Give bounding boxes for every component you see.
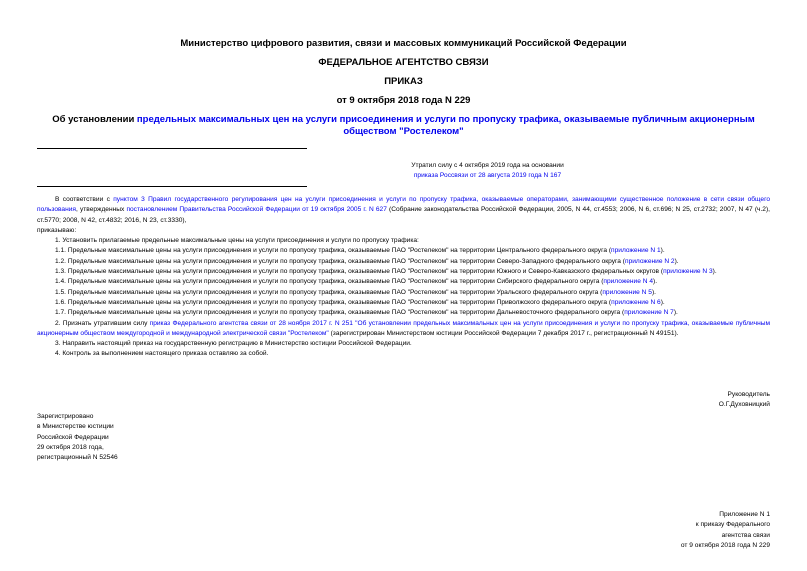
signature-block [719,390,770,411]
lost-force-link[interactable]: приказа Россвязи от 28 августа 2019 года N 167 [413,172,562,179]
appendix-7-link[interactable]: приложение N 7 [624,309,674,317]
item-2-text: 2. Признать утратившим силу [55,319,150,327]
subitem-1-7 [37,308,770,318]
appendix-line: Приложение N 1 [719,511,770,518]
signer-role: Руководитель [727,391,770,398]
intro-text: , утвержденных [75,206,127,214]
divider-top [37,148,307,149]
doc-title-prefix: Об установлении [52,114,137,125]
subitem-text: 1.2. Предельные максимальные цены на услуги присоединения и услуги по пропуску трафика, оказываемые ПАО "Ростелеком" на территории Северо-Западного федерального округа ( [55,257,625,265]
subitem-text: 1.6. Предельные максимальные цены на услуги присоединения и услуги по пропуску трафика, оказываемые ПАО "Ростелеком" на территории Приволжского федерального округа ( [55,298,612,306]
registration-line: 29 октября 2018 года, [37,443,104,451]
rules-link[interactable]: пунктом 3 Правил государственного регулирования цен на услуги присоединения и услуги по пропуску трафика, оказываемые операторами, занимающими существенное положение в сети связи общего пользования [37,196,771,214]
doc-title-link[interactable]: предельных максимальных цен на услуги присоединения и услуги по пропуску трафика, оказываемые публичным акционерным обществом "Ростелеком" [136,114,755,137]
item-2 [37,319,770,340]
subitem-1-6 [37,298,770,308]
subitem-1-1 [37,246,770,256]
appendix-line: агентства связи [721,531,770,539]
registration-line: регистрационный N 52546 [37,454,118,462]
appendix-line: от 9 октября 2018 года N 229 [680,541,770,549]
divider-bottom [37,186,307,187]
appendix-header [681,510,770,551]
registration-line: Зарегистрировано [37,413,94,420]
doc-type: ПРИКАЗ [384,76,423,87]
item-3: 3. Направить настоящий приказ на государственную регистрацию в Министерство юстиции Российской Федерации. [55,340,412,348]
appendix-3-link[interactable]: приложение N 3 [663,268,713,276]
agency-name: ФЕДЕРАЛЬНОЕ АГЕНТСТВО СВЯЗИ [318,57,489,68]
registration-line: Российской Федерации [37,433,109,441]
subitem-end: ). [660,298,665,306]
lost-force-note [180,161,795,181]
subitem-end: ). [653,278,658,286]
appendix-6-link[interactable]: приложение N 6 [611,298,661,306]
intro-text: В соответствии с [55,196,114,203]
resolution-link[interactable]: постановлением Правительства Российской Федерации от 19 октября 2005 г. N 627 [126,206,387,214]
repealed-order-link[interactable]: приказ Федерального агентства связи от 28 ноября 2017 г. N 251 "Об установлении предельных максимальных цен на услуги присоединения и услуги по пропуску трафика, оказываемые публичным акционерным обществом междугородной и международной электрической связи "Ростелеком" [37,319,771,337]
subitem-1-2 [37,257,770,267]
appendix-1-link[interactable]: приложение N 1 [611,247,661,255]
appendix-line: к приказу Федерального [695,521,770,529]
subitem-text: 1.1. Предельные максимальные цены на услуги присоединения и услуги по пропуску трафика, оказываемые ПАО "Ростелеком" на территории Центрального федерального округа ( [55,247,612,255]
subitem-1-3 [37,267,770,277]
appendix-5-link[interactable]: приложение N 5 [602,288,652,296]
subitem-end: ). [674,257,679,265]
registration-block [37,412,118,463]
subitem-end: ). [673,309,678,317]
subitem-text: 1.4. Предельные максимальные цены на услуги присоединения и услуги по пропуску трафика, оказываемые ПАО "Ростелеком" на территории Сибирского федерального округа ( [55,278,604,286]
ministry-name: Министерство цифрового развития, связи и массовых коммуникаций Российской Федерации [180,38,627,49]
item-1: 1. Установить прилагаемые предельные максимальные цены на услуги присоединения и услуги по пропуску трафика: [55,237,419,245]
document-body [37,195,770,360]
intro-paragraph [37,195,770,226]
subitem-text: 1.7. Предельные максимальные цены на услуги присоединения и услуги по пропуску трафика, оказываемые ПАО "Ростелеком" на территории Дальневосточного федерального округа ( [55,309,625,317]
item-4: 4. Контроль за выполнением настоящего приказа оставляю за собой. [55,350,269,358]
subitem-1-4 [37,277,770,287]
subitem-end: ). [660,247,665,255]
signer-name: О.Г.Духовницкий [718,401,770,409]
subitem-1-5 [37,288,770,298]
appendix-2-link[interactable]: приложение N 2 [625,257,675,265]
doc-date-number: от 9 октября 2018 года N 229 [336,95,471,106]
intro-text: (Собрание законодательства Российской Федерации, 2005, N 44, ст.4553; 2006, N 6, ст.696; N 25, ст.2732; 2007, N 47 (ч.2), ст.5770; 2008, N 42, ст.4832; 2016, N 23, ст.3330), [37,206,770,224]
subitem-end: ). [712,268,717,276]
subitem-end: ). [651,288,656,296]
item-2-text: (зарегистрирован Министерством юстиции Российской Федерации 7 декабря 2017 г., регистрационный N 49151). [328,329,679,337]
prikazyvayu: приказываю: [37,226,77,234]
subitem-text: 1.5. Предельные максимальные цены на услуги присоединения и услуги по пропуску трафика, оказываемые ПАО "Ростелеком" на территории Уральского федерального округа ( [55,288,603,296]
appendix-4-link[interactable]: приложение N 4 [603,278,653,286]
subitem-text: 1.3. Предельные максимальные цены на услуги присоединения и услуги по пропуску трафика, оказываемые ПАО "Ростелеком" на территории Южного и Северо-Кавказского федеральных округов ( [55,268,664,276]
lost-force-line: Утратил силу с 4 октября 2019 года на основании [411,162,564,169]
registration-line: в Министерстве юстиции [37,423,114,431]
doc-title [30,114,777,138]
